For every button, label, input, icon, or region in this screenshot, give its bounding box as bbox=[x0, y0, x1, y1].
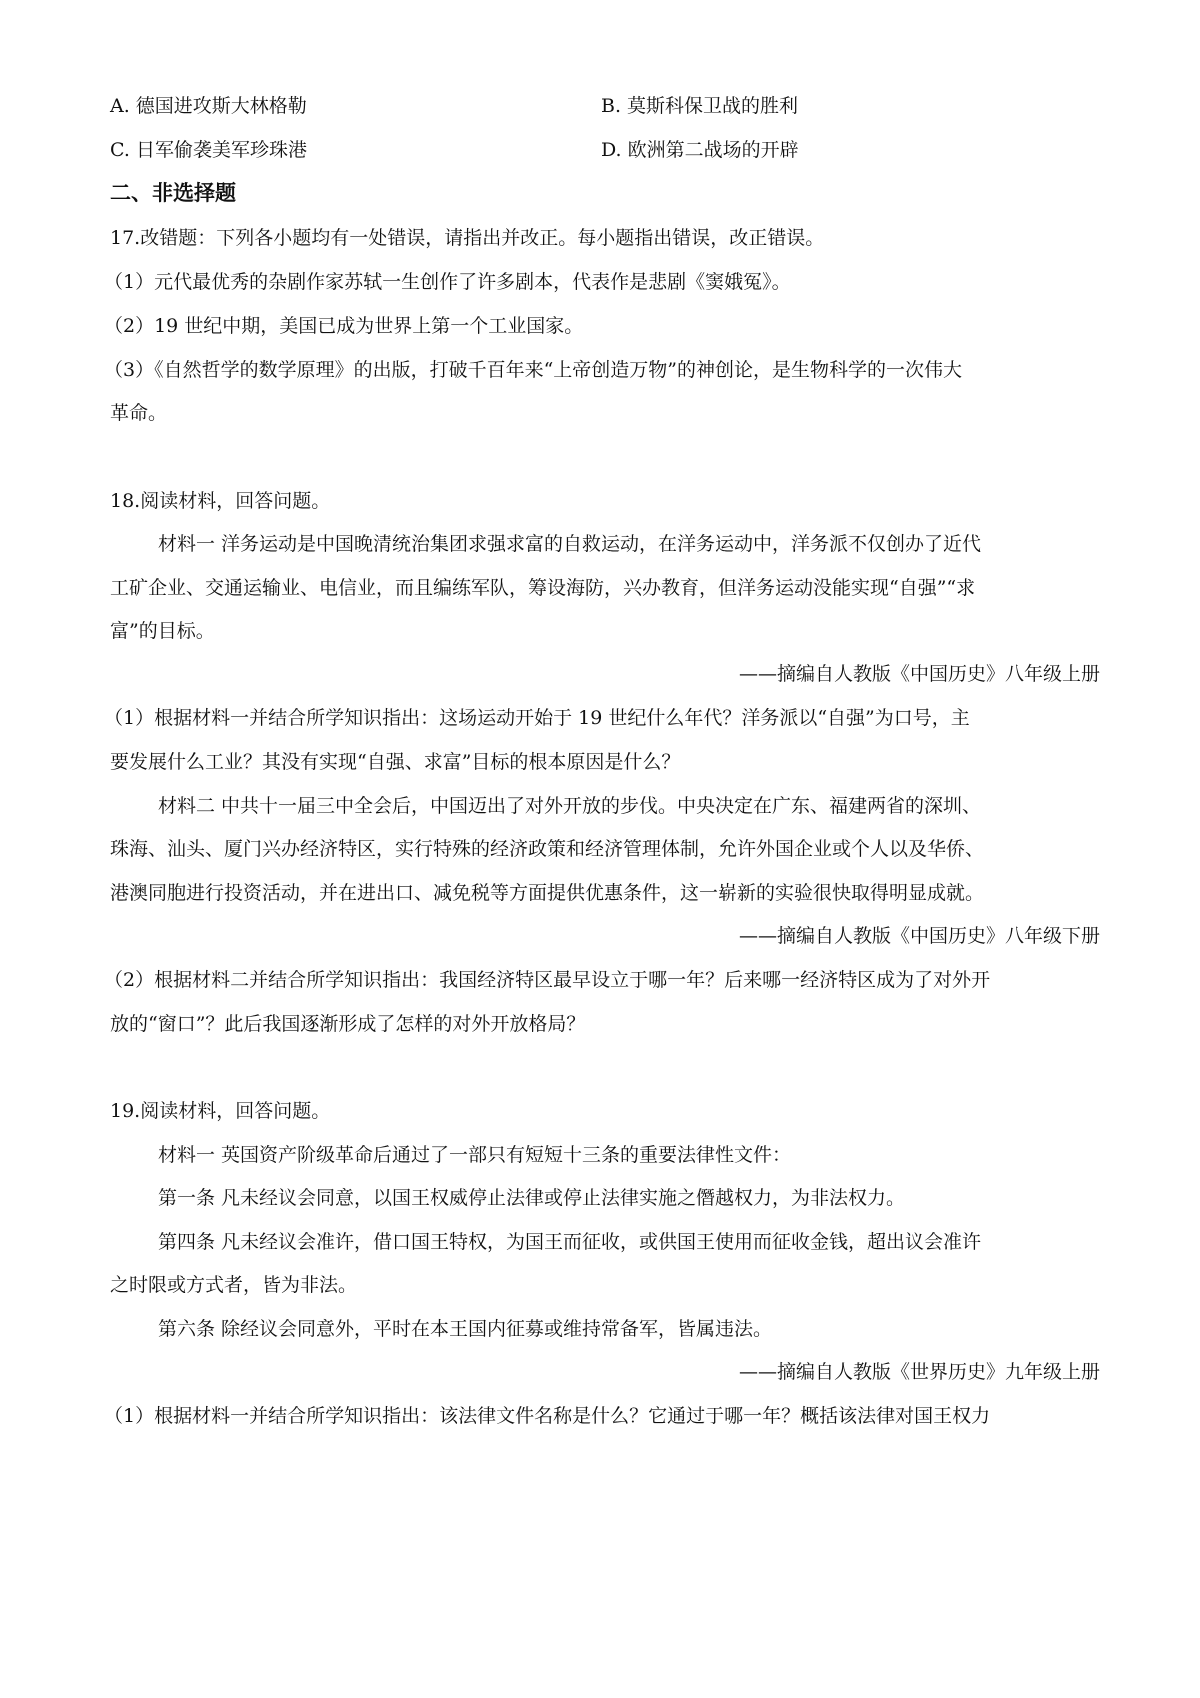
q18-question1-line1: （1）根据材料一并结合所学知识指出：这场运动开始于 19 世纪什么年代？洋务派以“自强”为口号，主 bbox=[104, 707, 970, 729]
option-a: A. 德国进攻斯大林格勒 bbox=[110, 95, 307, 117]
q18-material1-line1: 材料一 洋务运动是中国晚清统治集团求强求富的自救运动，在洋务运动中，洋务派不仅创办了近代 bbox=[158, 533, 982, 555]
q19-question1-line1: （1）根据材料一并结合所学知识指出：该法律文件名称是什么？它通过于哪一年？概括该法律对国王权力 bbox=[104, 1405, 991, 1427]
q17-item3-line1: （3）《自然哲学的数学原理》的出版，打破千百年来“上帝创造万物”的神创论，是生物科学的一次伟大 bbox=[104, 359, 963, 381]
q17-item2: （2）19 世纪中期，美国已成为世界上第一个工业国家。 bbox=[104, 315, 584, 337]
q18-material2-line3: 港澳同胞进行投资活动，并在进出口、减免税等方面提供优惠条件，这一崭新的实验很快取得明显成就。 bbox=[110, 882, 985, 904]
q19-source1: ——摘编自人教版《世界历史》九年级上册 bbox=[738, 1361, 1100, 1383]
q19-stem: 19.阅读材料，回答问题。 bbox=[110, 1100, 331, 1122]
q19-article1: 第一条 凡未经议会同意，以国王权威停止法律或停止法律实施之僭越权力，为非法权力。 bbox=[158, 1187, 906, 1209]
q19-article4-line2: 之时限或方式者，皆为非法。 bbox=[110, 1274, 358, 1296]
q17-item3-line2: 革命。 bbox=[110, 402, 168, 424]
q18-material2-line2: 珠海、汕头、厦门兴办经济特区，实行特殊的经济政策和经济管理体制，允许外国企业或个人以及华侨、 bbox=[110, 838, 985, 860]
q18-question2-line1: （2）根据材料二并结合所学知识指出：我国经济特区最早设立于哪一年？后来哪一经济特区成为了对外开 bbox=[104, 969, 991, 991]
q18-question2-line2: 放的“窗口”？此后我国逐渐形成了怎样的对外开放格局？ bbox=[110, 1013, 586, 1035]
section-title: 二、非选择题 bbox=[110, 181, 236, 205]
q18-material2-line1: 材料二 中共十一届三中全会后，中国迈出了对外开放的步伐。中央决定在广东、福建两省的深圳、 bbox=[158, 795, 982, 817]
q19-article6: 第六条 除经议会同意外，平时在本王国内征募或维持常备军，皆属违法。 bbox=[158, 1318, 773, 1340]
q18-material1-line3: 富”的目标。 bbox=[110, 620, 215, 642]
q19-material1-line1: 材料一 英国资产阶级革命后通过了一部只有短短十三条的重要法律性文件： bbox=[158, 1144, 792, 1166]
q19-article4-line1: 第四条 凡未经议会准许，借口国王特权，为国王而征收，或供国王使用而征收金钱，超出议会准许 bbox=[158, 1231, 982, 1253]
q17-stem: 17.改错题：下列各小题均有一处错误，请指出并改正。每小题指出错误，改正错误。 bbox=[110, 227, 825, 249]
q17-item1: （1）元代最优秀的杂剧作家苏轼一生创作了许多剧本，代表作是悲剧《窦娥冤》。 bbox=[104, 271, 791, 293]
q18-source1: ——摘编自人教版《中国历史》八年级上册 bbox=[738, 663, 1100, 685]
option-d: D. 欧洲第二战场的开辟 bbox=[601, 139, 799, 161]
option-b: B. 莫斯科保卫战的胜利 bbox=[601, 95, 799, 117]
q18-stem: 18.阅读材料，回答问题。 bbox=[110, 490, 331, 512]
q18-question1-line2: 要发展什么工业？其没有实现“自强、求富”目标的根本原因是什么？ bbox=[110, 751, 681, 773]
q18-material1-line2: 工矿企业、交通运输业、电信业，而且编练军队，筹设海防，兴办教育，但洋务运动没能实现“自强”“求 bbox=[110, 577, 976, 599]
option-c: C. 日军偷袭美军珍珠港 bbox=[110, 139, 307, 161]
q18-source2: ——摘编自人教版《中国历史》八年级下册 bbox=[738, 925, 1100, 947]
